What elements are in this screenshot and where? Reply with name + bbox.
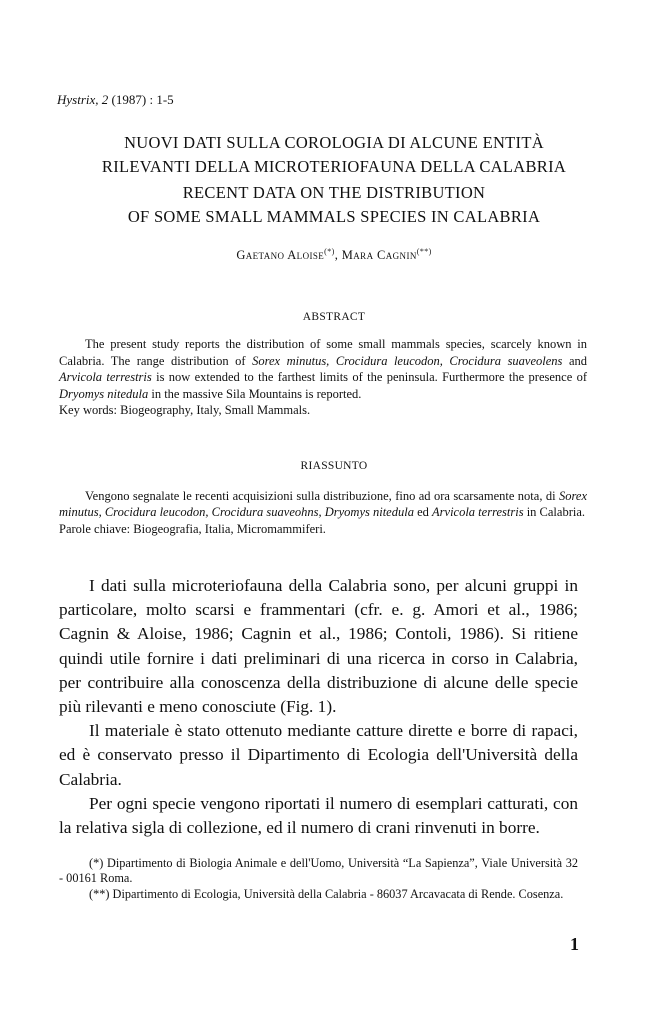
abstract-text: in the massive Sila Mountains is reported. (148, 386, 362, 401)
author-name: Gaetano Aloise (236, 248, 325, 263)
body-paragraph: Il materiale è stato ottenuto mediante catture dirette e borre di rapaci, ed è conservato presso il Dipartimento di Ecologia dell'Università della Calabria. (59, 721, 578, 789)
species-name: Arvicola terrestris (432, 505, 524, 520)
abstract-paragraph (59, 336, 587, 402)
body-text (59, 574, 578, 840)
title-italian-line2: RILEVANTI DELLA MICROTERIOFAUNA DELLA CALABRIA (101, 157, 567, 176)
riassunto-text: ed (413, 505, 433, 520)
body-paragraph: Per ogni specie vengono riportati il numero di esemplari catturati, con la relativa sigla di collezione, ed il numero di crani rinvenuti in borre. (59, 793, 578, 838)
title-english (40, 181, 628, 229)
title-english-line1: RECENT DATA ON THE DISTRIBUTION (182, 183, 486, 202)
abstract-heading: ABSTRACT (302, 311, 366, 323)
riassunto-paragraph (59, 488, 587, 521)
title-italian (40, 131, 628, 179)
abstract-text: The present study reports the distribution of some small mammals species, scarcely known in Calabria. The range distribution of (59, 337, 587, 368)
footnote: (*) Dipartimento di Biologia Animale e dell'Uomo, Università “La Sapienza”, Viale Università 32 - 00161 Roma. (59, 856, 578, 886)
species-name: Arvicola terrestris (59, 370, 152, 384)
riassunto-text: Vengono segnalate le recenti acquisizioni sulla distribuzione, fino ad ora scarsamente nota, di (85, 489, 559, 503)
journal-volume: 2 (101, 92, 109, 107)
author-affiliation-mark: (*) (324, 247, 335, 256)
abstract-section (59, 336, 587, 419)
journal-pages: 1-5 (156, 92, 174, 107)
riassunto-keywords: Parole chiave: Biogeografia, Italia, Micromammiferi. (59, 521, 326, 536)
species-name: Dryomys nitedula (59, 386, 149, 401)
species-name: Sorex minutus, Crocidura leucodon, Crocidura suaveohns, Dryomys nitedula (59, 489, 587, 520)
title-english-line2: OF SOME SMALL MAMMALS SPECIES IN CALABRIA (127, 207, 541, 226)
page-number: 1 (570, 934, 579, 954)
riassunto-section (59, 488, 587, 537)
abstract-text: and (562, 353, 587, 368)
author-separator: , (334, 248, 342, 263)
species-name: Sorex minutus, Crocidura leucodon, Crocidura suaveolens (252, 353, 563, 368)
author-line (0, 247, 668, 263)
body-paragraph: I dati sulla microteriofauna della Calabria sono, per alcuni gruppi in particolare, molto scarsi e frammentari (cfr. e. g. Amori et al., 1986; Cagnin & Aloise, 1986; Cagnin et al., 1986; Contoli, 1986). Si ritiene quindi utile fornire i dati preliminari di una ricerca in corso in Calabria, per contribuire alla conoscenza della distribuzione di alcune delle specie più rilevanti e meno conosciute (Fig. 1). (59, 576, 578, 717)
journal-name: Hystrix, (57, 92, 99, 107)
author-affiliation-mark: (**) (416, 247, 432, 256)
footnote: (**) Dipartimento di Ecologia, Università della Calabria - 86037 Arcavacata di Rende. Cosenza. (89, 886, 564, 901)
author-name: Mara Cagnin (341, 248, 417, 263)
journal-year: (1987) : (111, 92, 154, 107)
title-italian-line1: NUOVI DATI SULLA COROLOGIA DI ALCUNE ENTITÀ (124, 133, 544, 152)
footnotes (59, 856, 578, 902)
abstract-text: is now extended to the farthest limits of the peninsula. Furthermore the presence of (151, 370, 587, 384)
riassunto-heading: RIASSUNTO (300, 460, 368, 472)
journal-citation (57, 92, 174, 108)
abstract-keywords: Key words: Biogeography, Italy, Small Mammals. (59, 403, 311, 417)
riassunto-text: in Calabria. (523, 505, 586, 520)
